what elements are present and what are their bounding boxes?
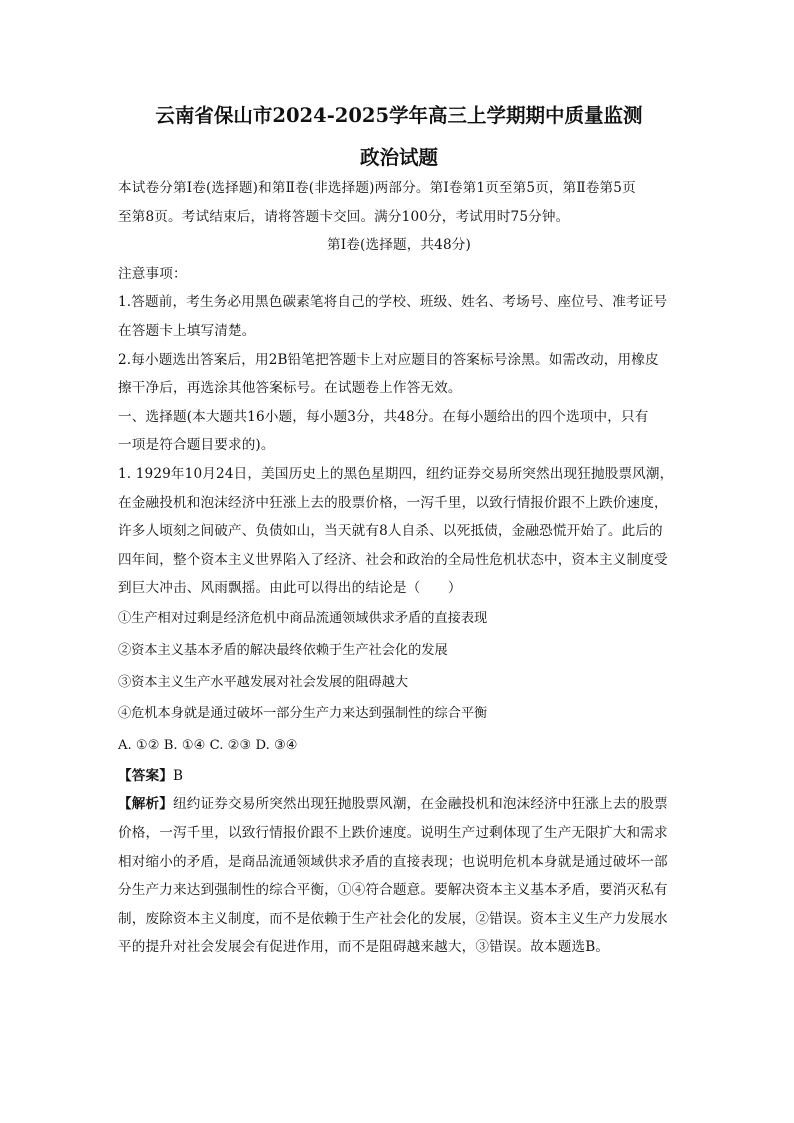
intro-line-1: 本试卷分第Ⅰ卷(选择题)和第Ⅱ卷(非选择题)两部分。第Ⅰ卷第1页至第5页，第Ⅱ卷第5页: [118, 180, 636, 196]
answer-line: [118, 762, 680, 791]
document-title: 云南省保山市2024-2025学年高三上学期期中质量监测: [155, 104, 643, 127]
question-1-line-3: 许多人顷刻之间破产、负债如山，当天就有8人自杀、以死抵债，金融恐慌开始了。此后的: [118, 523, 663, 540]
question-1-item-2: ②资本主义基本矛盾的解决最终依赖于生产社会化的发展: [118, 642, 448, 658]
analysis-text-1: 纽约证券交易所突然出现狂抛股票风潮，在金融投机和泡沫经济中狂涨上去的股票: [172, 796, 668, 813]
answer-value: B: [172, 767, 184, 784]
document-page: [118, 96, 680, 962]
analysis-line-3: 相对缩小的矛盾，是商品流通领域供求矛盾的直接表现；也说明危机本身就是通过破坏一部: [118, 853, 668, 870]
analysis-label: 【解析】: [118, 796, 173, 813]
notice-1-line-1: 1.答题前，考生务必用黑色碳素笔将自己的学校、班级、姓名、考场号、座位号、准考证号: [118, 294, 668, 311]
question-1-choices: A. ①② B. ①④ C. ②③ D. ③④: [118, 738, 298, 754]
section-heading: 第Ⅰ卷(选择题，共48分): [327, 237, 471, 254]
notice-2-line-2: 擦干净后，再选涂其他答案标号。在试题卷上作答无效。: [118, 380, 462, 397]
part-1-line-2: 一项是符合题目要求的)。: [118, 437, 275, 454]
part-1-line-1: 一、选择题(本大题共16小题，每小题3分，共48分。在每小题给出的四个选项中，只有: [118, 408, 649, 425]
question-1-item-4: ④危机本身就是通过破坏一部分生产力来达到强制性的综合平衡: [118, 706, 488, 722]
analysis-line-5: 制，废除资本主义制度，而不是依赖于生产社会化的发展，②错误。资本主义生产力发展水: [118, 910, 668, 927]
question-1-line-5: 到巨大冲击、风雨飘摇。由此可以得出的结论是（ ）: [118, 580, 462, 597]
analysis-line-6: 平的提升对社会发展会有促进作用，而不是阻碍越来越大，③错误。故本题选B。: [118, 939, 610, 956]
question-1-item-3: ③资本主义生产水平越发展对社会发展的阻碍越大: [118, 674, 409, 690]
analysis-line-1: [118, 790, 680, 819]
question-1-line-4: 四年间，整个资本主义世界陷入了经济、社会和政治的全局性危机状态中，资本主义制度受: [118, 551, 668, 568]
question-1-item-1: ①生产相对过剩是经济危机中商品流通领域供求矛盾的直接表现: [118, 610, 488, 626]
notice-2-line-1: 2.每小题选出答案后，用2B铅笔把答题卡上对应题目的答案标号涂黑。如需改动，用橡皮: [118, 351, 659, 368]
notice-1-line-2: 在答题卡上填写清楚。: [118, 322, 256, 339]
question-1-line-2: 在金融投机和泡沫经济中狂涨上去的股票价格，一泻千里，以致行情报价跟不上跌价速度，: [118, 494, 668, 511]
answer-label: 【答案】: [118, 767, 173, 784]
document-subtitle: 政治试题: [359, 146, 438, 169]
question-1-line-1: 1. 1929年10月24日，美国历史上的黑色星期四，纽约证券交易所突然出现狂抛股票风潮，: [118, 465, 674, 482]
analysis-line-2: 价格，一泻千里，以致行情报价跟不上跌价速度。说明生产过剩体现了生产无限扩大和需求: [118, 825, 668, 842]
analysis-line-4: 分生产力来达到强制性的综合平衡，①④符合题意。要解决资本主义基本矛盾，要消灭私有: [118, 882, 668, 899]
notice-label: 注意事项：: [118, 265, 187, 282]
intro-line-2: 至第8页。考试结束后，请将答题卡交回。满分100分，考试用时75分钟。: [118, 208, 570, 225]
